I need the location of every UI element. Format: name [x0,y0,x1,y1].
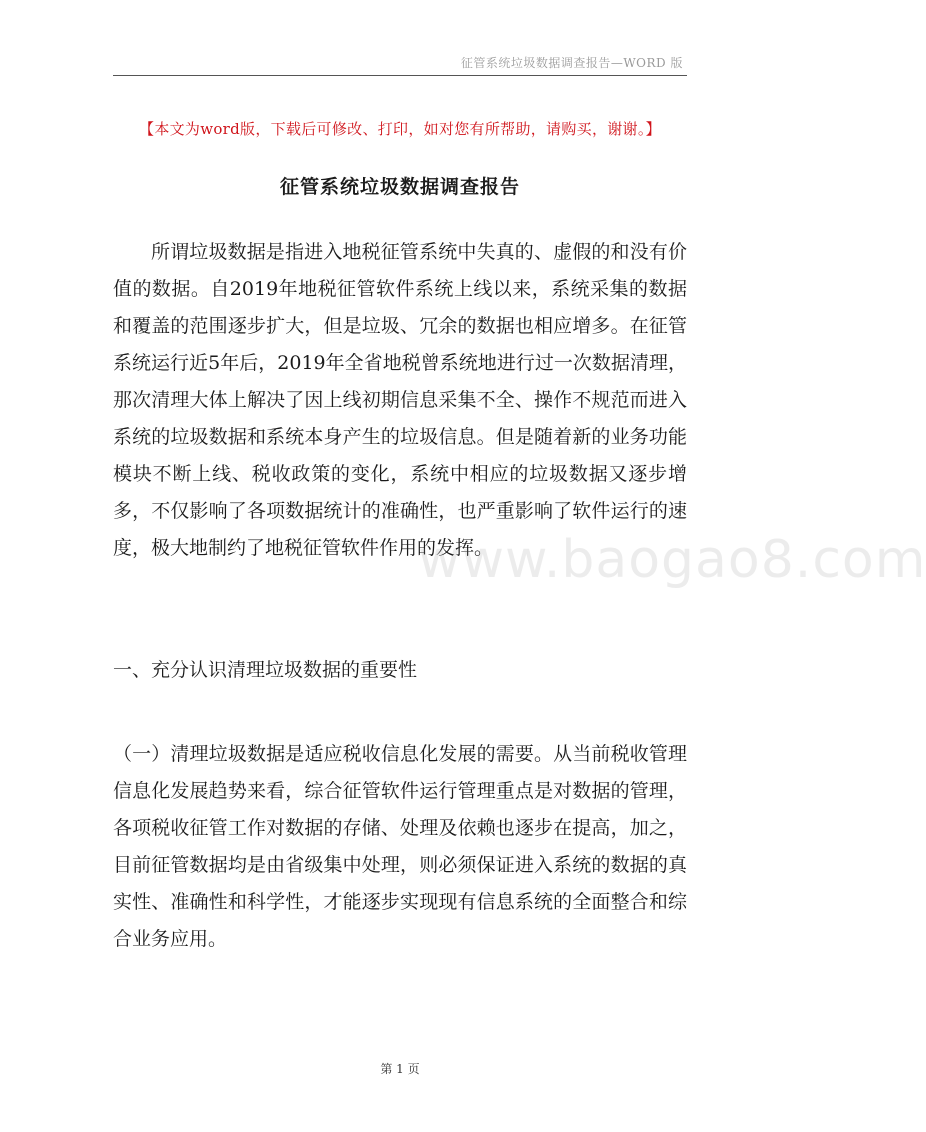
header-divider [113,75,687,76]
section-heading-1: 一、充分认识清理垃圾数据的重要性 [113,659,418,681]
body-paragraph-1: 所谓垃圾数据是指进入地税征管系统中失真的、虚假的和没有价值的数据。自2019年地税征管软件系统上线以来，系统采集的数据和覆盖的范围逐步扩大，但是垃圾、冗余的数据也相应增多。在征管系统运行近5年后，2019年全省地税曾系统地进行过一次数据清理，那次清理大体上解决了因上线初期信息采集不全、操作不规范而进入系统的垃圾数据和系统本身产生的垃圾信息。但是随着新的业务功能模块不断上线、税收政策的变化，系统中相应的垃圾数据又逐步增多，不仅影响了各项数据统计的准确性，也严重影响了软件运行的速度，极大地制约了地税征管软件作用的发挥。 [113,241,687,559]
running-header: 征管系统垃圾数据调查报告—WORD 版 [460,56,683,70]
watermark: www.baogao8.com [418,530,926,590]
document-title: 征管系统垃圾数据调查报告 [279,176,520,198]
page-number: 第 1 页 [380,1062,420,1076]
download-notice: 【本文为word版，下载后可修改、打印，如对您有所帮助，请购买，谢谢。】 [139,120,661,138]
body-paragraph-2: （一）清理垃圾数据是适应税收信息化发展的需要。从当前税收管理信息化发展趋势来看，综合征管软件运行管理重点是对数据的管理，各项税收征管工作对数据的存储、处理及依赖也逐步在提高，加之，目前征管数据均是由省级集中处理，则必须保证进入系统的数据的真实性、准确性和科学性，才能逐步实现现有信息系统的全面整合和综合业务应用。 [113,743,687,950]
